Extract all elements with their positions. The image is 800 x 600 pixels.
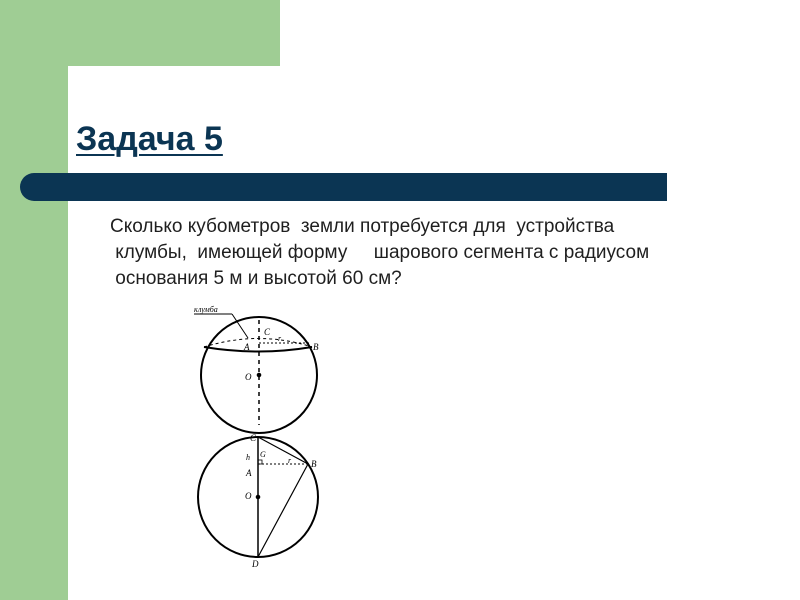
label-r1: r	[278, 334, 282, 343]
upper-sphere-drawing	[194, 305, 317, 433]
label-c1: C	[264, 327, 271, 337]
label-b2: B	[311, 459, 317, 469]
klumba-label: клумба	[194, 305, 218, 314]
label-a1: A	[244, 342, 250, 352]
problem-line-2: клумбы, имеющей форму шарового сегмента с радиусом	[110, 242, 650, 263]
label-a2: A	[246, 468, 252, 478]
problem-line-3: основания 5 м и высотой 60 см?	[110, 268, 402, 289]
problem-line-1: Сколько кубометров земли потребуется для устройства	[110, 216, 615, 237]
label-r2: r	[288, 456, 292, 465]
label-b1: B	[313, 342, 319, 352]
top-decor-block	[0, 0, 280, 66]
label-h2: h	[246, 453, 250, 462]
lower-sphere-drawing	[198, 437, 318, 557]
center-point-2	[256, 495, 260, 499]
label-c2: C	[250, 433, 257, 443]
label-d2: D	[252, 559, 259, 569]
chord-bd	[258, 464, 308, 557]
rounded-corner	[68, 66, 118, 116]
problem-text	[110, 214, 750, 292]
title-divider-bar	[20, 173, 667, 201]
label-o1: O	[245, 372, 252, 382]
segment-base-front	[204, 347, 312, 352]
label-o2: O	[245, 491, 252, 501]
label-g2: G	[260, 450, 266, 459]
slide-title: Задача 5	[76, 120, 223, 158]
left-decor-stripe	[0, 0, 68, 600]
center-point	[257, 373, 261, 377]
sphere-segment-figure	[180, 300, 340, 570]
